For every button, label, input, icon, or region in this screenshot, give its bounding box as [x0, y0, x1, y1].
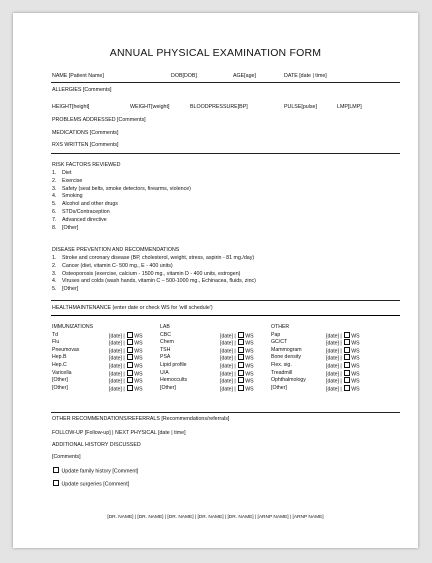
table-row: [52, 385, 402, 393]
will-schedule-label: WS: [351, 355, 360, 362]
problems-field[interactable]: PROBLEMS ADDRESSED [Comments]: [52, 117, 146, 123]
will-schedule-label: WS: [351, 386, 360, 393]
will-schedule-label: WS: [134, 371, 143, 378]
provider-footer: [DR. NAME] | [DR. NAME] | [DR. NAME] | [DR. NAME] | [DR. NAME] | [ARNP NAME] | [ARNP NAME]: [107, 515, 324, 520]
divider: [51, 82, 400, 83]
pulse-field[interactable]: PULSE[pulse]: [284, 104, 317, 110]
item-label: Pap: [271, 331, 281, 338]
date-field[interactable]: [date] |: [326, 355, 342, 362]
date-field[interactable]: [date] |: [109, 348, 125, 355]
checkbox-icon[interactable]: [344, 385, 350, 391]
list-item: 6. STDs/Contraception: [52, 208, 110, 215]
item-label: TSH: [160, 346, 171, 353]
checkbox-icon[interactable]: [238, 332, 244, 338]
will-schedule-label: WS: [134, 386, 143, 393]
date-ws-cell[interactable]: [109, 385, 143, 394]
will-schedule-label: WS: [245, 363, 254, 370]
checkbox-icon[interactable]: [238, 385, 244, 391]
checkbox-icon[interactable]: [127, 377, 133, 383]
checkbox-icon[interactable]: [344, 354, 350, 360]
other-heading: OTHER: [271, 324, 290, 330]
checkbox-icon[interactable]: [238, 362, 244, 368]
checkbox-icon[interactable]: [344, 377, 350, 383]
will-schedule-label: WS: [351, 333, 360, 340]
date-field[interactable]: [date] |: [220, 371, 236, 378]
checkbox-icon[interactable]: [344, 370, 350, 376]
item-label: Treadmill: [271, 369, 293, 376]
item-label: GC/CT: [271, 339, 288, 346]
checkbox-icon[interactable]: [344, 347, 350, 353]
item-label: Flex. sig.: [271, 361, 292, 368]
checkbox-icon[interactable]: [344, 362, 350, 368]
will-schedule-label: WS: [134, 340, 143, 347]
checkbox-icon[interactable]: [53, 480, 59, 486]
item-label: U/A: [160, 369, 169, 376]
divider: [51, 300, 400, 301]
checkbox-icon[interactable]: [238, 377, 244, 383]
disease-prevention-heading: DISEASE PREVENTION AND RECOMMENDATIONS: [52, 247, 180, 253]
will-schedule-label: WS: [245, 333, 254, 340]
list-item: 1. Stroke and coronary disease (BP, cholesterol, weight, stress, aspirin - 81 mg./day): [52, 255, 255, 261]
date-field[interactable]: [date] |: [109, 355, 125, 362]
weight-field[interactable]: WEIGHT[weight]: [130, 104, 170, 110]
date-field[interactable]: [date] |: [109, 333, 125, 340]
list-item: 1. Diet: [52, 170, 72, 176]
list-item: 2. Cancer (diet, vitamin C- 500 mg., E - 400 units): [52, 262, 173, 269]
update-surgeries-option[interactable]: [52, 480, 129, 489]
date-field[interactable]: [date] |: [220, 348, 236, 355]
checkbox-icon[interactable]: [127, 370, 133, 376]
divider: [51, 153, 400, 154]
divider: [51, 315, 400, 316]
age-field[interactable]: AGE[age]: [233, 73, 256, 79]
date-field[interactable]: [date] |: [326, 378, 342, 385]
immunizations-heading: IMMUNIZATIONS: [52, 324, 94, 330]
checkbox-icon[interactable]: [53, 467, 59, 473]
will-schedule-label: WS: [245, 371, 254, 378]
date-field[interactable]: [date] |: [220, 333, 236, 340]
will-schedule-label: WS: [245, 378, 254, 385]
date-field[interactable]: [date] |: [109, 386, 125, 393]
table-row: [52, 362, 402, 370]
date-ws-cell[interactable]: [326, 385, 360, 394]
item-label: PSA: [160, 354, 171, 361]
checkbox-icon[interactable]: [127, 332, 133, 338]
risk-factors-heading: RISK FACTORS REVIEWED: [52, 162, 121, 168]
item-label: Flu: [52, 339, 60, 346]
blood-pressure-field[interactable]: BLOODPRESSURE[BP]: [190, 104, 248, 110]
date-field[interactable]: DATE [date | time]: [284, 73, 327, 79]
item-label: Chem: [160, 339, 174, 346]
comments-field[interactable]: [Comments]: [52, 454, 81, 460]
will-schedule-label: WS: [351, 371, 360, 378]
checkbox-icon[interactable]: [127, 339, 133, 345]
will-schedule-label: WS: [134, 333, 143, 340]
other-recommendations-field[interactable]: OTHER RECOMMENDATIONS/REFERRALS [Recommendations/referrals]: [52, 416, 230, 422]
checkbox-icon[interactable]: [238, 347, 244, 353]
date-field[interactable]: [date] |: [220, 355, 236, 362]
will-schedule-label: WS: [245, 355, 254, 362]
grid-header-row: [52, 324, 402, 332]
date-field[interactable]: [date] |: [220, 363, 236, 370]
item-label: [Other]: [52, 377, 68, 384]
date-field[interactable]: [date] |: [326, 371, 342, 378]
rxs-field[interactable]: RXS WRITTEN [Comments]: [52, 142, 119, 148]
will-schedule-label: WS: [245, 386, 254, 393]
will-schedule-label: WS: [134, 355, 143, 362]
item-label: CBC: [160, 331, 171, 338]
disease-prevention-list: [52, 255, 256, 294]
dob-field[interactable]: DOB[DOB]: [171, 73, 197, 79]
will-schedule-label: WS: [134, 348, 143, 355]
list-item: 4. Viruses and colds (wash hands, vitamin C – 500-1000 mg., Echinacea, fluids, zinc): [52, 278, 256, 285]
update-surgeries-label: Update surgeries [Comment]: [61, 481, 130, 488]
list-item: 3. Osteoporosis (exercise, calcium - 1500 mg., vitamin D - 400 units, estrogen): [52, 270, 241, 277]
date-field[interactable]: [date] |: [326, 386, 342, 393]
height-field[interactable]: HEIGHT[height]: [52, 104, 90, 110]
list-item: 8. [Other]: [52, 224, 79, 231]
patient-name-field[interactable]: NAME [Patient Name]: [52, 73, 104, 79]
date-field[interactable]: [date] |: [326, 333, 342, 340]
item-label: [Other]: [271, 384, 287, 391]
checkbox-icon[interactable]: [238, 370, 244, 376]
item-label: Varicella: [52, 369, 72, 376]
risk-factors-list: [52, 170, 191, 232]
table-row: [52, 370, 402, 378]
item-label: Hemoccults: [160, 377, 188, 384]
form-title: ANNUAL PHYSICAL EXAMINATION FORM: [109, 47, 322, 59]
will-schedule-label: WS: [351, 378, 360, 385]
health-maintenance-heading: HEALTHMAINTENANCE (enter date or check WS for 'will schedule'): [52, 305, 213, 311]
lmp-field[interactable]: LMP[LMP]: [337, 104, 362, 110]
list-item: 5. Alcohol and other drugs: [52, 201, 118, 208]
additional-history-heading: ADDITIONAL HISTORY DISCUSSED: [52, 442, 141, 448]
date-field[interactable]: [date] |: [326, 363, 342, 370]
will-schedule-label: WS: [351, 340, 360, 347]
date-field[interactable]: [date] |: [326, 340, 342, 347]
checkbox-icon[interactable]: [127, 385, 133, 391]
medications-field[interactable]: MEDICATIONS [Comments]: [52, 130, 119, 136]
checkbox-icon[interactable]: [127, 362, 133, 368]
update-family-history-label: Update family history [Comment]: [61, 468, 139, 475]
table-row: [52, 354, 402, 362]
screening-grid: [52, 324, 402, 392]
checkbox-icon[interactable]: [344, 332, 350, 338]
item-label: Pneumovax: [52, 346, 80, 353]
divider: [51, 412, 400, 413]
table-row: [52, 339, 402, 347]
date-ws-cell[interactable]: [220, 385, 254, 394]
will-schedule-label: WS: [134, 378, 143, 385]
table-row: [52, 347, 402, 355]
date-field[interactable]: [date] |: [220, 340, 236, 347]
list-item: 5. [Other]: [52, 286, 79, 293]
item-label: Hep.B: [52, 354, 67, 361]
follow-up-field[interactable]: FOLLOW-UP [Follow-up] | NEXT PHYSICAL [date | time]: [52, 430, 186, 436]
list-item: 7. Advanced directive: [52, 216, 107, 223]
checkbox-icon[interactable]: [344, 339, 350, 345]
item-label: Hep.C: [52, 361, 67, 368]
list-item: 3. Safety (seat belts, smoke detectors, firearms, violence): [52, 185, 191, 192]
checkbox-icon[interactable]: [127, 347, 133, 353]
date-field[interactable]: [date] |: [220, 386, 236, 393]
will-schedule-label: WS: [351, 348, 360, 355]
item-label: [Other]: [52, 384, 68, 391]
update-family-history-option[interactable]: [52, 467, 138, 476]
date-field[interactable]: [date] |: [109, 340, 125, 347]
item-label: Lipid profile: [160, 361, 187, 368]
form-page: [13, 13, 418, 548]
table-row: [52, 377, 402, 385]
will-schedule-label: WS: [245, 340, 254, 347]
checkbox-icon[interactable]: [238, 339, 244, 345]
will-schedule-label: WS: [134, 363, 143, 370]
item-label: Mammogram: [271, 346, 302, 353]
will-schedule-label: WS: [351, 363, 360, 370]
date-field[interactable]: [date] |: [220, 378, 236, 385]
item-label: Bone density: [271, 354, 301, 361]
will-schedule-label: WS: [245, 348, 254, 355]
checkbox-icon[interactable]: [238, 354, 244, 360]
list-item: 4. Smoking: [52, 193, 83, 200]
checkbox-icon[interactable]: [127, 354, 133, 360]
date-field[interactable]: [date] |: [109, 371, 125, 378]
lab-heading: LAB: [160, 324, 170, 330]
list-item: 2. Exercise: [52, 177, 83, 184]
item-label: [Other]: [160, 384, 176, 391]
date-field[interactable]: [date] |: [326, 348, 342, 355]
date-field[interactable]: [date] |: [109, 378, 125, 385]
allergies-field[interactable]: ALLERGIES [Comments]: [52, 87, 112, 93]
item-label: Td: [52, 331, 59, 338]
date-field[interactable]: [date] |: [109, 363, 125, 370]
item-label: Ophthalmology: [271, 377, 306, 384]
table-row: [52, 332, 402, 340]
